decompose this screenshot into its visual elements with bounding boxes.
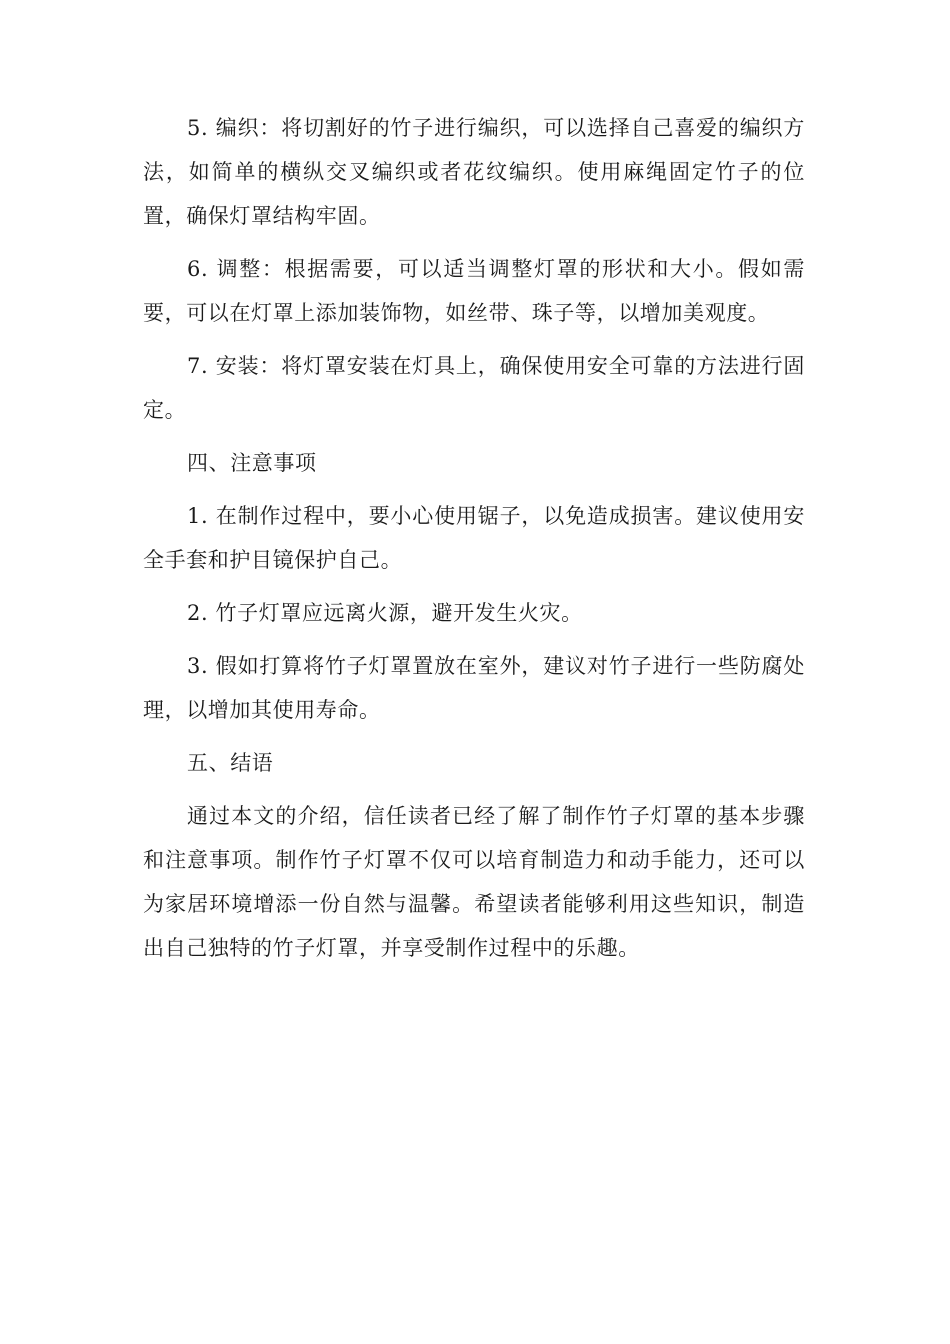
conclusion-paragraph: 通过本文的介绍，信任读者已经了解了制作竹子灯罩的基本步骤和注意事项。制作竹子灯罩不仅可以培育制造力和动手能力，还可以为家居环境增添一份自然与温馨。希望读者能够利用这些知识，制造出自己独特的竹子灯罩，并享受制作过程中的乐趣。 <box>143 804 805 960</box>
note-1-saw-safety: 1. 在制作过程中，要小心使用锯子，以免造成损害。建议使用安全手套和护目镜保护自己。 <box>143 504 805 572</box>
step-7-installing: 7. 安装：将灯罩安装在灯具上，确保使用安全可靠的方法进行固定。 <box>143 354 805 422</box>
section-heading-conclusion: 五、结语 <box>187 751 274 775</box>
section-heading-notes: 四、注意事项 <box>187 451 317 475</box>
step-6-adjusting: 6. 调整：根据需要，可以适当调整灯罩的形状和大小。假如需要，可以在灯罩上添加装饰物，如丝带、珠子等，以增加美观度。 <box>143 257 805 325</box>
note-3-outdoor: 3. 假如打算将竹子灯罩置放在室外，建议对竹子进行一些防腐处理，以增加其使用寿命。 <box>143 654 805 722</box>
document-body <box>143 106 805 979</box>
note-2-fire: 2. 竹子灯罩应远离火源，避开发生火灾。 <box>187 601 583 625</box>
step-5-weaving: 5. 编织：将切割好的竹子进行编织，可以选择自己喜爱的编织方法，如简单的横纵交叉编织或者花纹编织。使用麻绳固定竹子的位置，确保灯罩结构牢固。 <box>143 116 805 228</box>
